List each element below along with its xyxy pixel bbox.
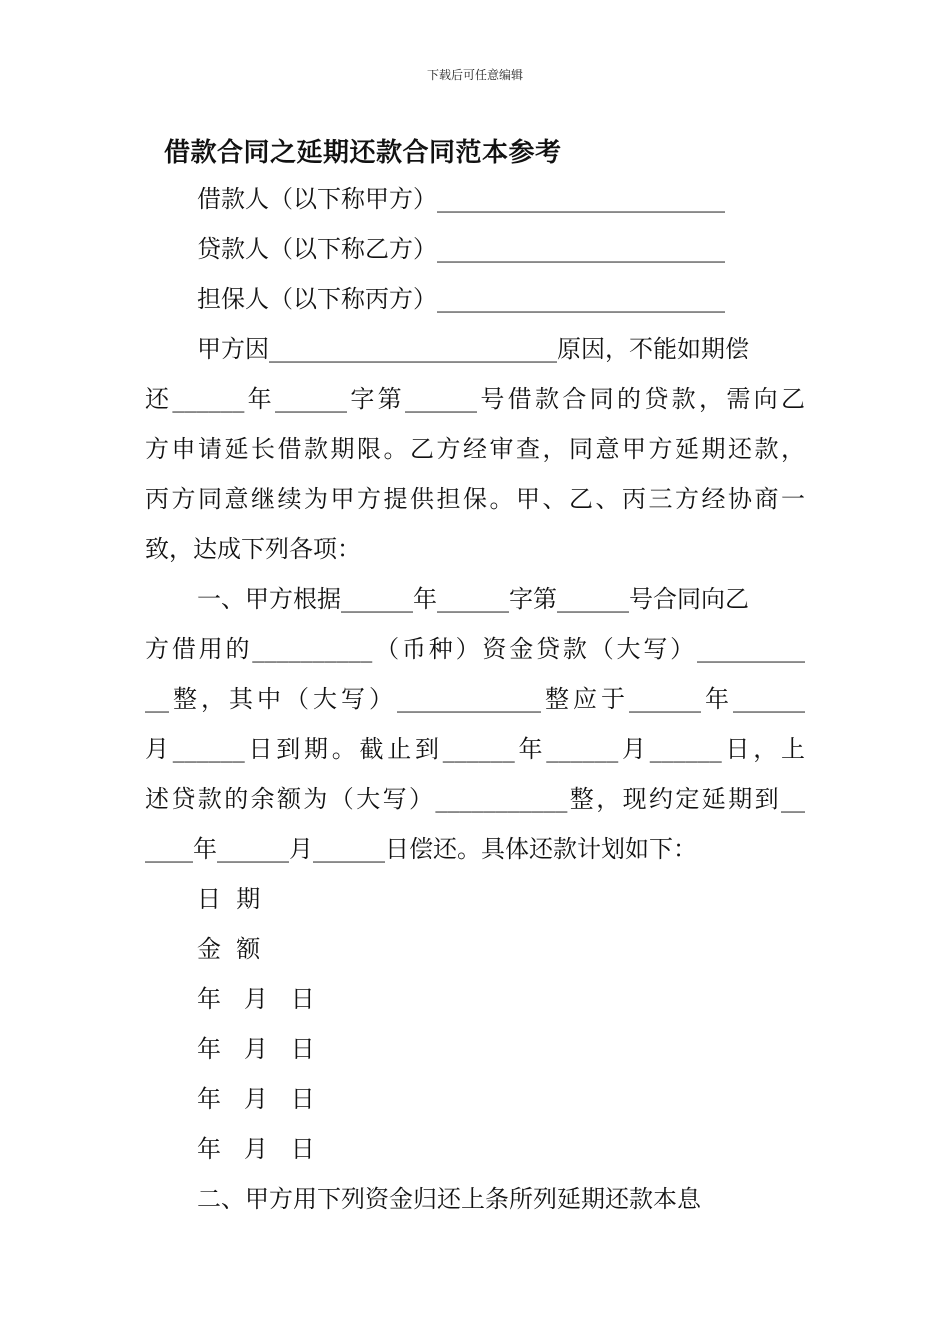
document-title: 借款合同之延期还款合同范本参考 bbox=[164, 138, 562, 168]
clause2-line: 二、甲方用下列资金归还上条所列延期还款本息 bbox=[197, 1185, 701, 1213]
party-guarantor-line: 担保人（以下称丙方）________________________ bbox=[197, 285, 725, 313]
party-borrower-line: 借款人（以下称甲方）________________________ bbox=[197, 185, 725, 213]
intro-line: 还______年______字第______号借款合同的贷款，需向乙 bbox=[145, 385, 805, 413]
document-body bbox=[145, 174, 805, 1224]
schedule-row: 年 月 日 bbox=[197, 1035, 315, 1063]
intro-line: 方申请延长借款期限。乙方经审查，同意甲方延期还款， bbox=[145, 435, 805, 463]
party-lender-line: 贷款人（以下称乙方）________________________ bbox=[197, 235, 725, 263]
clause1-line: __整，其中（大写）____________整应于______年______ bbox=[145, 685, 805, 713]
clause1-line: 述贷款的余额为（大写）___________整，现约定延期到__ bbox=[145, 785, 805, 813]
clause1-line: 方借用的__________（币种）资金贷款（大写）_________ bbox=[145, 635, 805, 663]
page-header-note: 下载后可任意编辑 bbox=[426, 68, 523, 82]
schedule-date-label: 日 期 bbox=[197, 885, 261, 913]
schedule-row: 年 月 日 bbox=[197, 985, 315, 1013]
schedule-row: 年 月 日 bbox=[197, 1135, 315, 1163]
intro-line: 丙方同意继续为甲方提供担保。甲、乙、丙三方经协商一 bbox=[145, 485, 805, 513]
intro-line: 致，达成下列各项： bbox=[145, 535, 361, 563]
schedule-row: 年 月 日 bbox=[197, 1085, 315, 1113]
clause1-line: ____年______月______日偿还。具体还款计划如下： bbox=[145, 835, 697, 863]
schedule-amount-label: 金 额 bbox=[197, 935, 261, 963]
clause1-line: 一、甲方根据______年______字第______号合同向乙 bbox=[197, 585, 749, 613]
intro-line: 甲方因________________________原因，不能如期偿 bbox=[197, 335, 749, 363]
clause1-line: 月______日到期。截止到______年______月______日，上 bbox=[145, 735, 805, 763]
